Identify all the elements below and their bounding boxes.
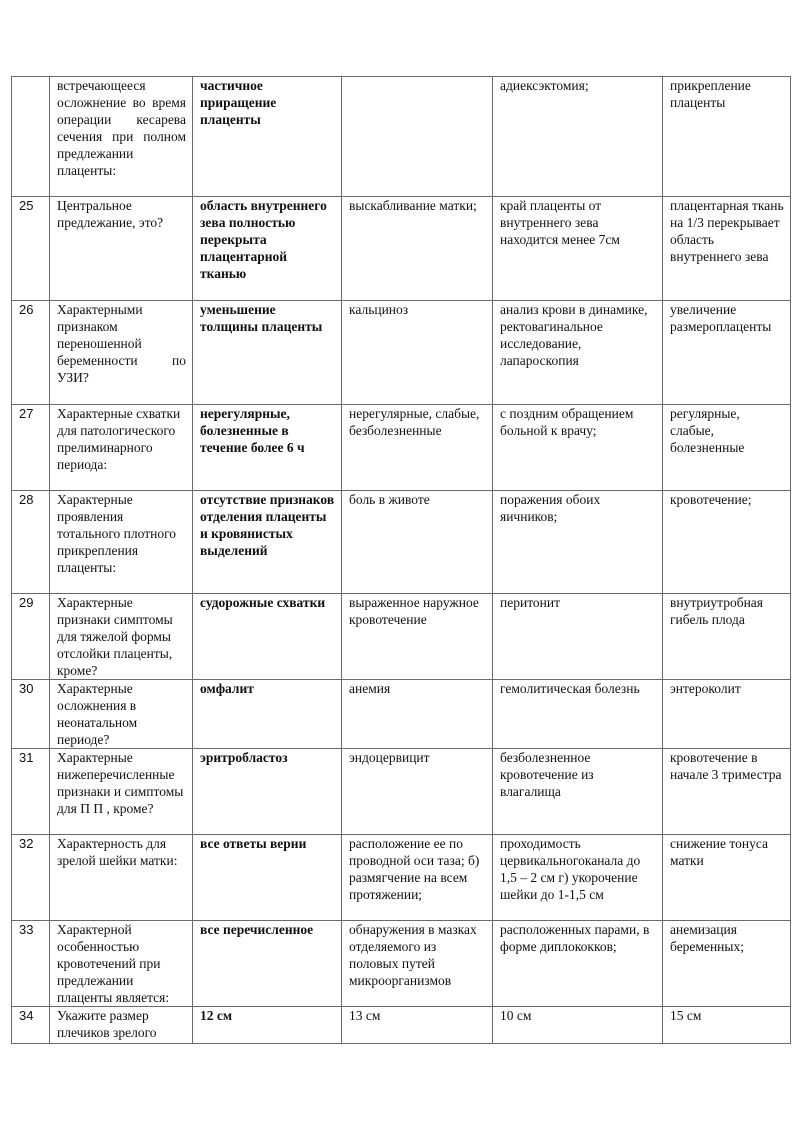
- answer-option: расположенных парами, в форме диплококков;: [493, 921, 663, 1007]
- answer-option: увеличение размероплаценты: [663, 301, 791, 405]
- question-number: 31: [12, 749, 50, 835]
- question-text: встречающееся осложнение во время операции кесарева сечения при полном предлежании плаценты:: [50, 77, 193, 197]
- table-row: [12, 491, 791, 594]
- question-number: [12, 77, 50, 197]
- table-row: [12, 680, 791, 749]
- answer-option: плацентарная ткань на 1/3 перекрывает область внутреннего зева: [663, 197, 791, 301]
- answer-option: выскабливание матки;: [342, 197, 493, 301]
- correct-answer: нерегулярные, болезненные в течение более 6 ч: [193, 405, 342, 491]
- answer-option: 10 см: [493, 1007, 663, 1044]
- correct-answer: все ответы верни: [193, 835, 342, 921]
- question-text: Центральное предлежание, это?: [50, 197, 193, 301]
- correct-answer: уменьшение толщины плаценты: [193, 301, 342, 405]
- answer-option: регулярные, слабые, болезненные: [663, 405, 791, 491]
- questions-table: [11, 76, 791, 1044]
- answer-option: анемия: [342, 680, 493, 749]
- correct-answer: эритробластоз: [193, 749, 342, 835]
- correct-answer: судорожные схватки: [193, 594, 342, 680]
- answer-option: боль в животе: [342, 491, 493, 594]
- question-text: Характерные проявления тотального плотного прикрепления плаценты:: [50, 491, 193, 594]
- answer-option: расположение ее по проводной оси таза; б) размягчение на всем протяжении;: [342, 835, 493, 921]
- question-text: Характерные нижеперечисленные признаки и симптомы для П П , кроме?: [50, 749, 193, 835]
- answer-option: энтероколит: [663, 680, 791, 749]
- answer-option: анализ крови в динамике, ректовагинальное исследование, лапароскопия: [493, 301, 663, 405]
- answer-option: 13 см: [342, 1007, 493, 1044]
- question-number: 32: [12, 835, 50, 921]
- table-row: [12, 197, 791, 301]
- question-number: 26: [12, 301, 50, 405]
- answer-option: безболезненное кровотечение из влагалища: [493, 749, 663, 835]
- table-row: [12, 835, 791, 921]
- question-text-clipped: Укажите размер плечиков зрелого: [57, 1008, 157, 1040]
- question-text: Характерные признаки симптомы для тяжелой формы отслойки плаценты, кроме?: [50, 594, 193, 680]
- question-number: 34: [12, 1007, 50, 1044]
- correct-answer: отсутствие признаков отделения плаценты и кровянистых выделений: [193, 491, 342, 594]
- correct-answer: 12 см: [193, 1007, 342, 1044]
- table-row: [12, 1007, 791, 1044]
- question-text: Характерность для зрелой шейки матки:: [50, 835, 193, 921]
- correct-answer: все перечисленное: [193, 921, 342, 1007]
- question-text: Характерные схватки для патологического прелиминарного периода:: [50, 405, 193, 491]
- question-number: 29: [12, 594, 50, 680]
- answer-option: край плаценты от внутреннего зева находится менее 7см: [493, 197, 663, 301]
- question-number: 25: [12, 197, 50, 301]
- answer-option: кровотечение в начале 3 триместра: [663, 749, 791, 835]
- table-row: [12, 77, 791, 197]
- question-number: 27: [12, 405, 50, 491]
- answer-option: с поздним обращением больной к врачу;: [493, 405, 663, 491]
- table-row: [12, 405, 791, 491]
- question-number: 33: [12, 921, 50, 1007]
- correct-answer: область внутреннего зева полностью перекрыта плацентарной тканью: [193, 197, 342, 301]
- answer-option: нерегулярные, слабые, безболезненные: [342, 405, 493, 491]
- answer-option: снижение тонуса матки: [663, 835, 791, 921]
- answer-option: внутриутробная гибель плода: [663, 594, 791, 680]
- answer-option: обнаружения в мазках отделяемого из половых путей микроорганизмов: [342, 921, 493, 1007]
- table-row: [12, 921, 791, 1007]
- question-text: Характерными признаком переношенной беременности по УЗИ?: [50, 301, 193, 405]
- question-text: [50, 1007, 193, 1044]
- answer-option: гемолитическая болезнь: [493, 680, 663, 749]
- answer-option: кальциноз: [342, 301, 493, 405]
- answer-option: перитонит: [493, 594, 663, 680]
- table-row: [12, 594, 791, 680]
- answer-option: прикрепление плаценты: [663, 77, 791, 197]
- answer-option: кровотечение;: [663, 491, 791, 594]
- answer-option: эндоцервицит: [342, 749, 493, 835]
- correct-answer: омфалит: [193, 680, 342, 749]
- answer-option: адиексэктомия;: [493, 77, 663, 197]
- question-number: 30: [12, 680, 50, 749]
- answer-option: 15 см: [663, 1007, 791, 1044]
- question-text: Характерной особенностью кровотечений при предлежании плаценты является:: [50, 921, 193, 1007]
- question-number: 28: [12, 491, 50, 594]
- table-row: [12, 301, 791, 405]
- question-text: Характерные осложнения в неонатальном периоде?: [50, 680, 193, 749]
- answer-option: [342, 77, 493, 197]
- answer-option: анемизация беременных;: [663, 921, 791, 1007]
- correct-answer: частичное приращение плаценты: [193, 77, 342, 197]
- table-row: [12, 749, 791, 835]
- answer-option: поражения обоих яичников;: [493, 491, 663, 594]
- answer-option: проходимость цервикальногоканала до 1,5 – 2 см г) укорочение шейки до 1-1,5 см: [493, 835, 663, 921]
- answer-option: выраженное наружное кровотечение: [342, 594, 493, 680]
